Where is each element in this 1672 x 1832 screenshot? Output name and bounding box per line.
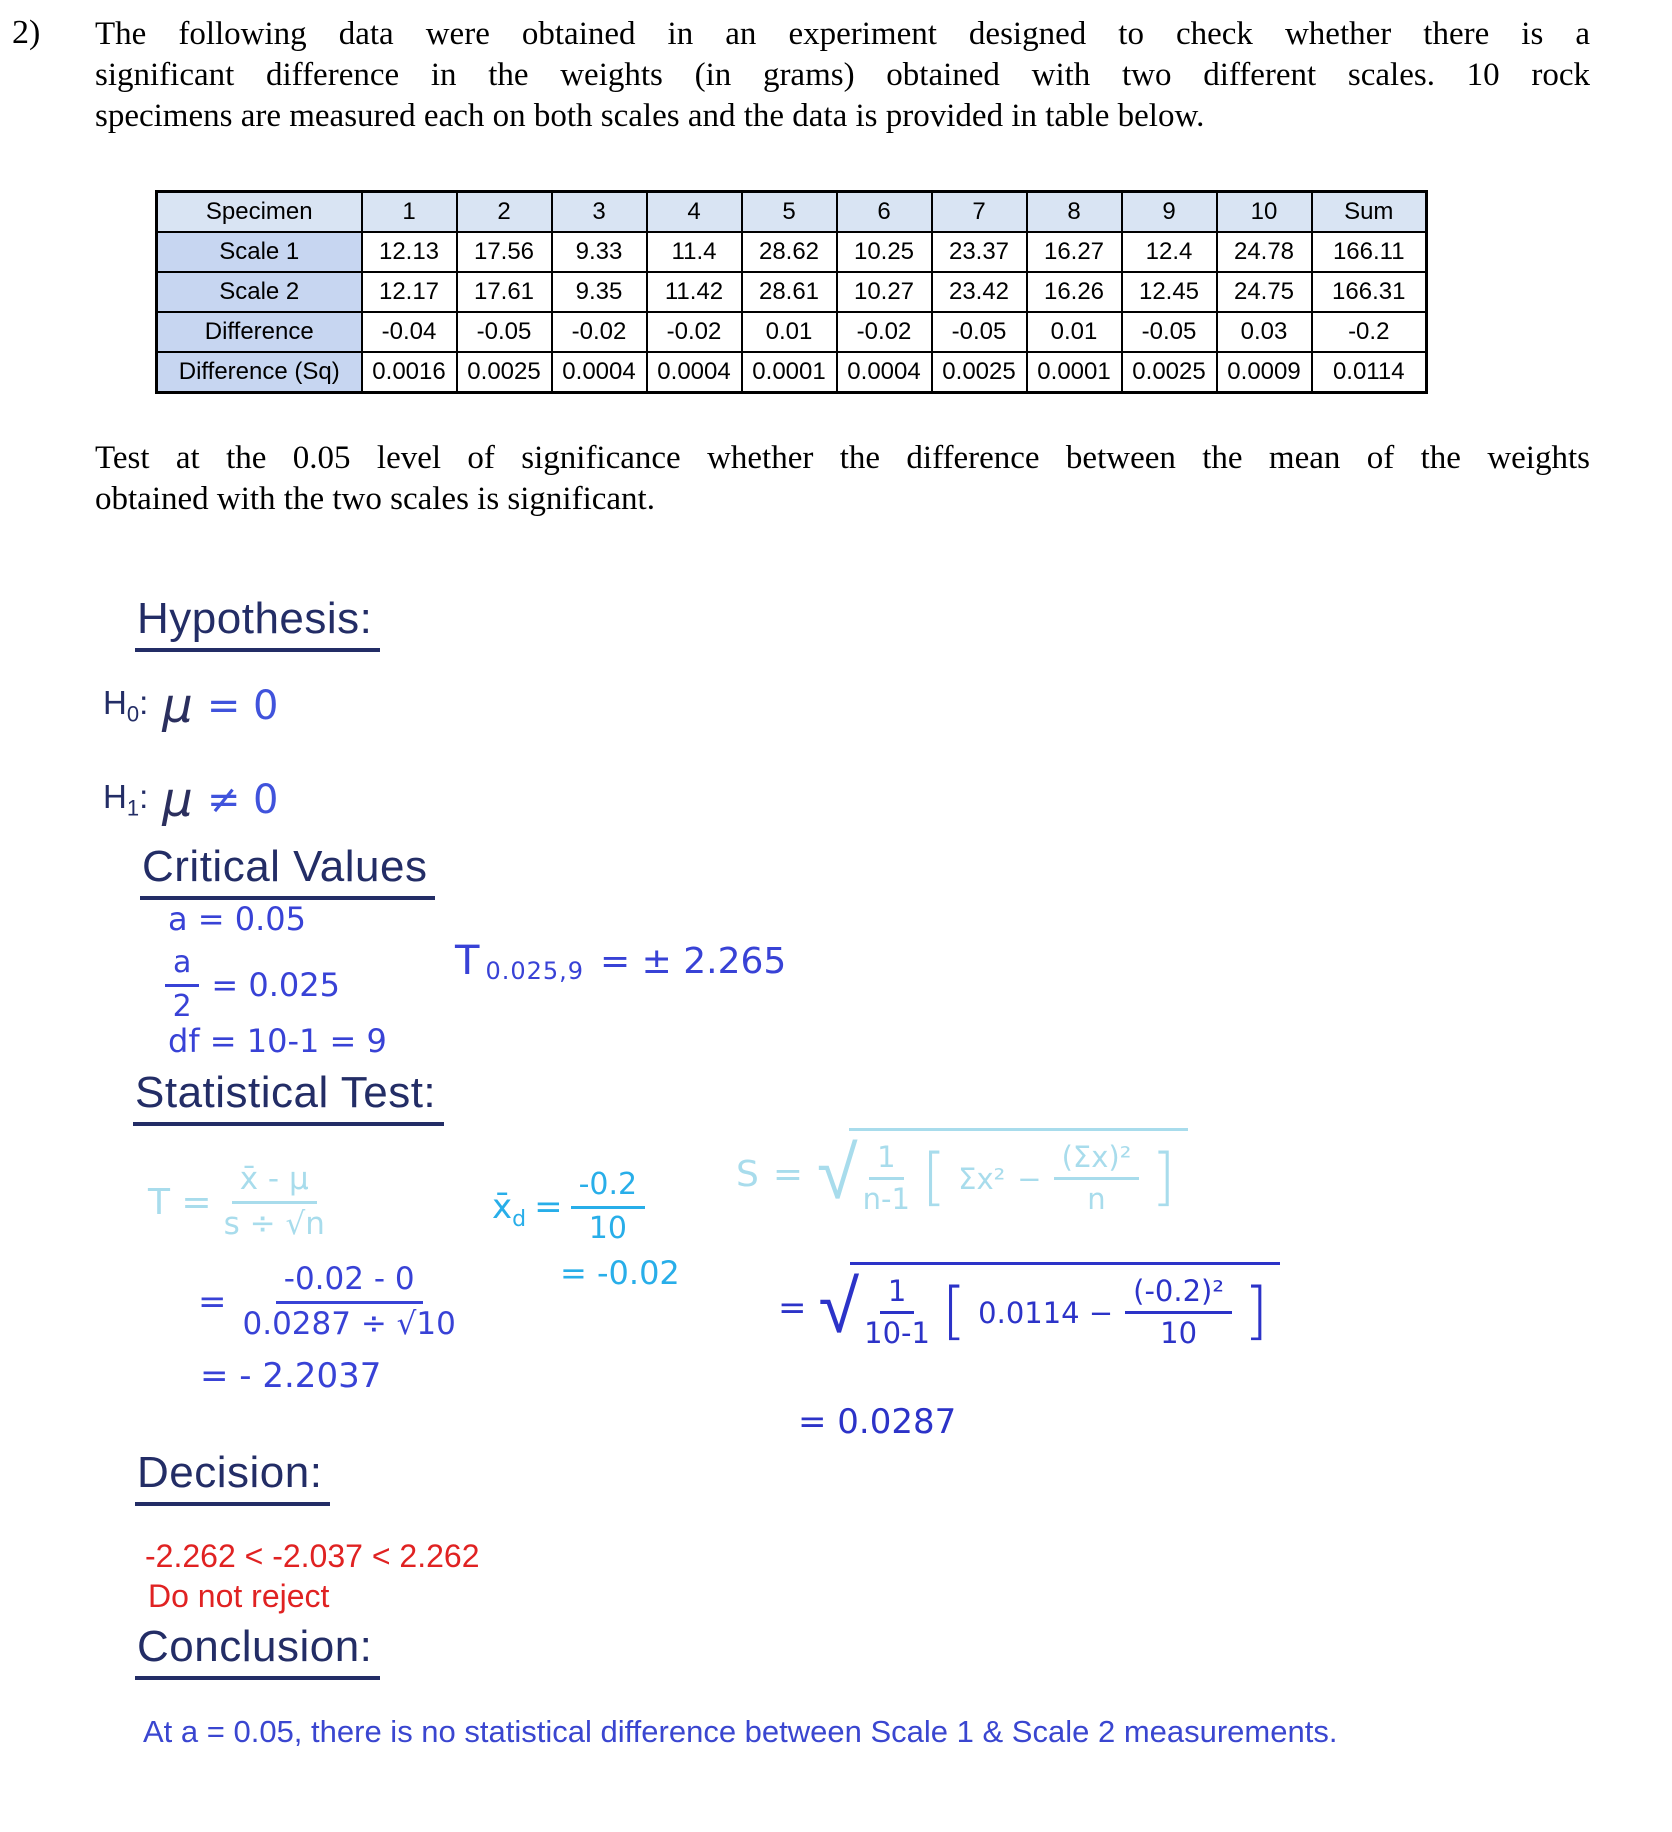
table-cell: 9.35 bbox=[552, 272, 647, 312]
table-row bbox=[157, 312, 1427, 352]
table-header-row bbox=[157, 192, 1427, 233]
t-statistic-result: = - 2.2037 bbox=[200, 1356, 382, 1396]
table-cell: 12.45 bbox=[1122, 272, 1217, 312]
table-cell: 24.78 bbox=[1217, 232, 1312, 272]
hypothesis-heading: Hypothesis: bbox=[135, 594, 380, 652]
table-cell: -0.02 bbox=[837, 312, 932, 352]
radical: √ $\frac{1}{n-1}$ [ Σx² − $\frac{\text{(Σx)²}}{n}$ ] bbox=[817, 1128, 1188, 1221]
table-cell: 12.17 bbox=[362, 272, 457, 312]
table-cell: 0.0001 bbox=[742, 352, 837, 393]
decision-comparison: -2.262 < -2.037 < 2.262 bbox=[145, 1538, 480, 1574]
table-cell: 17.56 bbox=[457, 232, 552, 272]
table-cell: -0.05 bbox=[932, 312, 1027, 352]
table-cell: 0.0004 bbox=[552, 352, 647, 393]
t-statistic-substitution: = $\frac{-0.02 - 0}{0.0287 \div √10}$ bbox=[198, 1261, 456, 1342]
alpha-value: a = 0.05 bbox=[168, 900, 307, 938]
row-label: Difference (Sq) bbox=[157, 352, 362, 393]
table-cell: 11.42 bbox=[647, 272, 742, 312]
table-cell: 11.4 bbox=[647, 232, 742, 272]
radical-sign: √ bbox=[818, 1264, 860, 1350]
h0-label: $H_0$: bbox=[103, 684, 149, 727]
data-table bbox=[155, 190, 1428, 394]
critical-values-heading: Critical Values bbox=[140, 842, 435, 900]
sum-squared-over-n: $\frac{\text{(Σx)²}}{n}$ bbox=[1054, 1141, 1140, 1217]
table-cell: -0.05 bbox=[457, 312, 552, 352]
table-row bbox=[157, 232, 1427, 272]
table-cell: 0.0025 bbox=[932, 352, 1027, 393]
mean-difference-result: = -0.02 bbox=[560, 1254, 680, 1292]
table-cell: 10.27 bbox=[837, 272, 932, 312]
table-cell: 0.0004 bbox=[837, 352, 932, 393]
t-substitution-fraction: $\frac{-0.02 - 0}{0.0287 \div √10}$ bbox=[242, 1261, 456, 1342]
header-cell: 4 bbox=[647, 192, 742, 233]
alpha-half-fraction: $\frac{a}{2}$ bbox=[165, 946, 199, 1024]
row-label: Scale 2 bbox=[157, 272, 362, 312]
table-cell: 9.33 bbox=[552, 232, 647, 272]
problem-line: specimens are measured each on both scales and the data is provided in table below. bbox=[95, 98, 1205, 134]
decision-heading: Decision: bbox=[135, 1448, 330, 1506]
xd-fraction: $\frac{-0.2}{10}$ bbox=[571, 1168, 646, 1246]
row-label: Difference bbox=[157, 312, 362, 352]
table-cell: 0.03 bbox=[1217, 312, 1312, 352]
table-cell: 0.0009 bbox=[1217, 352, 1312, 393]
table-cell: 16.26 bbox=[1027, 272, 1122, 312]
conclusion-text: At a = 0.05, there is no statistical difference between Scale 1 & Scale 2 measurements. bbox=[143, 1714, 1338, 1749]
table-cell: 23.42 bbox=[932, 272, 1027, 312]
degrees-of-freedom: df = 10-1 = 9 bbox=[168, 1022, 387, 1060]
header-cell: 6 bbox=[837, 192, 932, 233]
squared-sum-over-10: $\frac{\text{(-0.2)²}}{10}$ bbox=[1125, 1275, 1232, 1351]
radical: √ $\frac{1}{10-1}$ [ 0.0114 − $\frac{\text{(-0.2)²}}{10}$ ] bbox=[819, 1262, 1281, 1355]
table-cell: 28.61 bbox=[742, 272, 837, 312]
table-cell: -0.02 bbox=[647, 312, 742, 352]
stddev-formula: S = √ $\frac{1}{n-1}$ [ Σx² − $\frac{\text{(Σx)²}}{n}$ ] bbox=[736, 1128, 1188, 1221]
table-cell: 166.11 bbox=[1312, 232, 1427, 272]
instruction-line: obtained with the two scales is significant. bbox=[95, 481, 655, 517]
header-cell: 5 bbox=[742, 192, 837, 233]
header-cell: Sum bbox=[1312, 192, 1427, 233]
header-cell: Specimen bbox=[157, 192, 362, 233]
table-cell: 17.61 bbox=[457, 272, 552, 312]
stddev-substitution: = √ $\frac{1}{10-1}$ [ 0.0114 − $\frac{\text{(-0.2)²}}{10}$ ] bbox=[778, 1262, 1280, 1355]
header-cell: 2 bbox=[457, 192, 552, 233]
h1-relation: ≠ 0 bbox=[206, 777, 279, 823]
radical-sign: √ bbox=[817, 1130, 858, 1216]
table-cell: 0.0025 bbox=[1122, 352, 1217, 393]
problem-statement bbox=[95, 14, 1590, 137]
instruction-line: Test at the 0.05 level of significance whether the difference between the mean of the weights bbox=[95, 440, 1590, 476]
table-cell: 28.62 bbox=[742, 232, 837, 272]
header-cell: 7 bbox=[932, 192, 1027, 233]
mu-symbol: μ bbox=[162, 678, 193, 734]
header-cell: 10 bbox=[1217, 192, 1312, 233]
table-cell: -0.02 bbox=[552, 312, 647, 352]
mu-symbol: μ bbox=[162, 772, 193, 828]
table-cell: 23.37 bbox=[932, 232, 1027, 272]
table-cell: 10.25 bbox=[837, 232, 932, 272]
decision-result: Do not reject bbox=[148, 1578, 330, 1614]
table-cell: 166.31 bbox=[1312, 272, 1427, 312]
mean-difference-formula: $x̄_d$ = $\frac{-0.2}{10}$ bbox=[492, 1168, 645, 1246]
table-cell: 16.27 bbox=[1027, 232, 1122, 272]
problem-number: 2) bbox=[12, 14, 41, 51]
problem-line: The following data were obtained in an experiment designed to check whether there is a bbox=[95, 16, 1590, 52]
table-cell: 0.0114 bbox=[1312, 352, 1427, 393]
header-cell: 3 bbox=[552, 192, 647, 233]
table-cell: 0.0016 bbox=[362, 352, 457, 393]
table-cell: -0.2 bbox=[1312, 312, 1427, 352]
header-cell: 1 bbox=[362, 192, 457, 233]
table-cell: -0.05 bbox=[1122, 312, 1217, 352]
null-hypothesis bbox=[103, 678, 279, 734]
h0-relation: = 0 bbox=[206, 683, 279, 729]
t-statistic-formula: T = $\frac{x̄ - \mu}{s \div √n}$ bbox=[148, 1161, 325, 1242]
conclusion-heading: Conclusion: bbox=[135, 1622, 380, 1680]
table-cell: -0.04 bbox=[362, 312, 457, 352]
table-row bbox=[157, 352, 1427, 393]
h1-label: $H_1$: bbox=[103, 778, 149, 821]
table-cell: 0.0004 bbox=[647, 352, 742, 393]
statistical-test-heading: Statistical Test: bbox=[133, 1068, 444, 1126]
problem-line: significant difference in the weights (in grams) obtained with two different scales. 10 rock bbox=[95, 57, 1590, 93]
table-cell: 12.4 bbox=[1122, 232, 1217, 272]
t-critical-value: T 0.025,9 = ± 2.265 bbox=[455, 938, 787, 985]
xbar-d-symbol: $x̄_d$ bbox=[492, 1187, 527, 1232]
table-cell: 24.75 bbox=[1217, 272, 1312, 312]
row-label: Scale 1 bbox=[157, 232, 362, 272]
table-cell: 0.01 bbox=[1027, 312, 1122, 352]
t-formula-fraction: $\frac{x̄ - \mu}{s \div √n}$ bbox=[223, 1161, 325, 1242]
one-over-n-minus-1: $\frac{1}{n-1}$ bbox=[862, 1140, 910, 1217]
header-cell: 9 bbox=[1122, 192, 1217, 233]
table-cell: 0.0025 bbox=[457, 352, 552, 393]
table-cell: 12.13 bbox=[362, 232, 457, 272]
alternative-hypothesis bbox=[103, 772, 279, 828]
header-cell: 8 bbox=[1027, 192, 1122, 233]
table-row bbox=[157, 272, 1427, 312]
one-over-9: $\frac{1}{10-1}$ bbox=[864, 1274, 930, 1351]
test-instruction bbox=[95, 438, 1590, 520]
table-cell: 0.0001 bbox=[1027, 352, 1122, 393]
table-cell: 0.01 bbox=[742, 312, 837, 352]
alpha-half-value: $\frac{a}{2}$ = 0.025 bbox=[165, 946, 340, 1024]
stddev-result: = 0.0287 bbox=[798, 1402, 957, 1442]
